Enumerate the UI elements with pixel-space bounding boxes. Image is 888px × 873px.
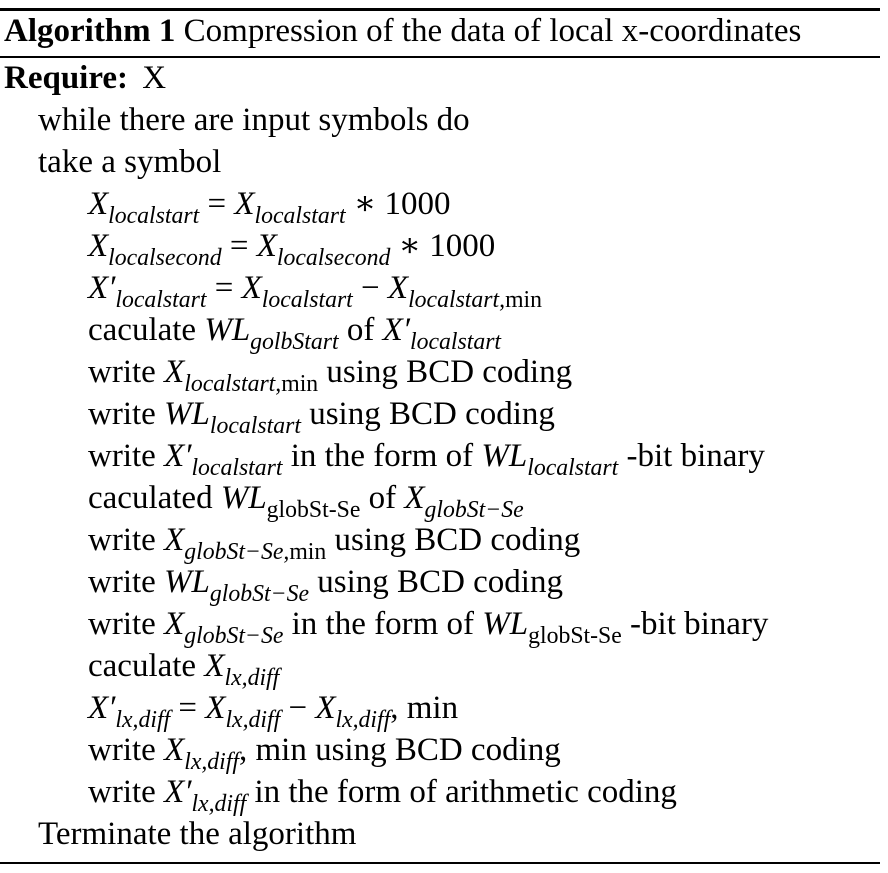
step-write-wl-start: write $WL_{localstart}$ using BCD coding	[88, 396, 555, 440]
write-word: write	[88, 522, 156, 558]
step-take	[38, 142, 221, 182]
bit-binary: -bit binary	[630, 606, 769, 642]
algorithm-caption: Compression of the data of local x-coordinates	[183, 13, 802, 49]
min-sub: min	[289, 539, 327, 566]
arith-coding: in the form of arithmetic coding	[254, 774, 677, 810]
step-diff-start: $X'_{localstart} = X_{localstart} - X_{localstart,min}$	[88, 270, 543, 314]
using-bcd: using BCD coding	[309, 396, 555, 432]
of-word: of	[346, 312, 375, 348]
bit-binary: -bit binary	[626, 438, 765, 474]
caculate-word: caculate	[88, 648, 197, 684]
write-word: write	[88, 396, 156, 432]
step-while	[38, 100, 470, 140]
algorithm-title	[4, 11, 801, 51]
step-terminate	[38, 814, 356, 854]
step-caculate-golbstart: caculate $WL_{golbStart}$ of $X'_{localstart}$	[88, 312, 502, 356]
using-bcd: using BCD coding	[326, 354, 573, 390]
step-while-text: while there are input symbols do	[38, 102, 470, 138]
in-form-of: in the form of	[290, 438, 474, 474]
write-word: write	[88, 354, 156, 390]
require-line	[4, 58, 166, 98]
using-bcd: using BCD coding	[317, 564, 563, 600]
of-word: of	[368, 480, 397, 516]
step-write-lx-min: write $X_{lx,diff}$, min using BCD coding	[88, 732, 561, 776]
require-value: X	[142, 60, 167, 96]
step-write-start-binary: write $X'_{localstart}$ in the form of $WL_{localstart}$ -bit binary	[88, 438, 765, 482]
step-caculate-lxdiff: caculate $X_{lx,diff}$	[88, 648, 280, 692]
comma-min: , min	[390, 690, 459, 726]
require-label: Require:	[4, 60, 129, 96]
algorithm-label: Algorithm 1	[4, 13, 176, 49]
min-sub: min	[505, 287, 543, 314]
step-caculated-globst: caculated $WL_{globSt-Se}$ of $X_{globSt-Se}$	[88, 480, 524, 524]
step-write-globst-min: write $X_{globSt-Se,min}$ using BCD coding	[88, 522, 581, 566]
terminate-text: Terminate the algorithm	[38, 816, 357, 852]
step-diff-lx: $X'_{lx,diff} = X_{lx,diff} - X_{lx,diff}$, min	[88, 690, 459, 734]
caculated-word: caculated	[88, 480, 213, 516]
step-write-start-min: write $X_{localstart,min}$ using BCD coding	[88, 354, 573, 398]
write-word: write	[88, 606, 156, 642]
step-scale-second: $X_{localsecond} = X_{localsecond}$ ∗ 1000	[88, 228, 496, 272]
times-1000: ∗ 1000	[398, 228, 496, 264]
in-form-of: in the form of	[291, 606, 474, 642]
using-bcd: using BCD coding	[334, 522, 581, 558]
write-word: write	[88, 438, 156, 474]
step-take-text: take a symbol	[38, 144, 222, 180]
write-word: write	[88, 564, 156, 600]
step-write-lx-arith: write $X'_{lx,diff}$ in the form of arithmetic coding	[88, 774, 677, 818]
min-sub: min	[281, 371, 319, 398]
write-word: write	[88, 732, 156, 768]
step-scale-start: $X_{localstart} = X_{localstart}$ ∗ 1000	[88, 186, 451, 230]
step-write-wl-globst: write $WL_{globSt-Se}$ using BCD coding	[88, 564, 563, 608]
caculate-word: caculate	[88, 312, 197, 348]
step-write-globst-binary: write $X_{globSt-Se}$ in the form of $WL_{globSt-Se}$ -bit binary	[88, 606, 769, 650]
write-word: write	[88, 774, 156, 810]
times-1000: ∗ 1000	[353, 186, 451, 222]
bottom-rule	[0, 862, 880, 864]
min-using-bcd: , min using BCD coding	[238, 732, 561, 768]
